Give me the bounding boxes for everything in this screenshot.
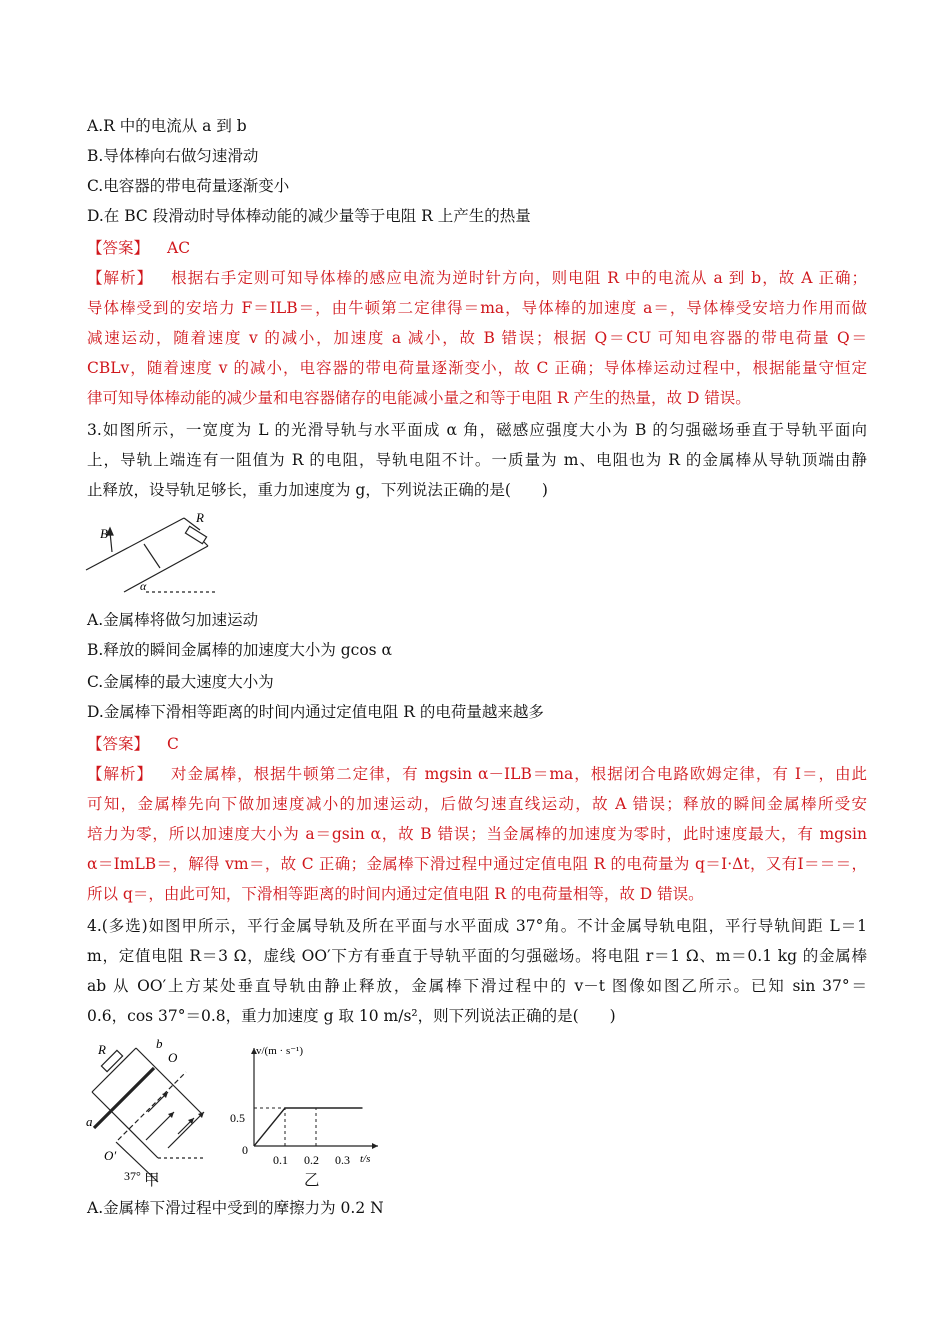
label-r: R — [196, 510, 204, 525]
q2-analysis-line-3: 减速运动，随着速度 v 的减小，加速度 a 减小，故 B 错误；根据 Q＝CU 可知电容器的带电荷量 Q＝ — [87, 329, 867, 347]
q2-option-a: A.R 中的电流从 a 到 b — [87, 117, 247, 135]
q4-caption-yi: 乙 — [304, 1171, 320, 1189]
q3-stem-line-1: 3.如图所示，一宽度为 L 的光滑导轨与水平面成 α 角，磁感应强度大小为 B 的匀强磁场垂直于导轨平面向 — [87, 421, 867, 439]
q3-option-c: C.金属棒的最大速度大小为 — [87, 673, 274, 691]
analysis-text: 对金属棒，根据牛顿第二定律，有 mgsin α－ILB＝ma，根据闭合电路欧姆定律，有 I＝，由此 — [171, 765, 867, 783]
x-axis-label: t/s — [360, 1153, 371, 1165]
label-angle: 37° — [124, 1169, 141, 1183]
label-r: R — [98, 1042, 106, 1057]
y-tick-label: 0.5 — [230, 1111, 245, 1125]
resistor-r — [185, 526, 206, 543]
q4-stem-line-4: 0.6，cos 37°＝0.8，重力加速度 g 取 10 m/s²，则下列说法正确的是( ) — [87, 1007, 616, 1025]
answer-tag: 【答案】 — [87, 239, 150, 257]
label-b: b — [156, 1036, 163, 1051]
q3-option-b: B.释放的瞬间金属棒的加速度大小为 gcos α — [87, 641, 393, 659]
q2-analysis-line-2: 导体棒受到的安培力 F＝ILB＝，由牛顿第二定律得＝ma，导体棒的加速度 a＝，导体棒受安培力作用而做 — [87, 299, 867, 317]
q2-option-c: C.电容器的带电荷量逐渐变小 — [87, 177, 290, 195]
q2-option-b: B.导体棒向右做匀速滑动 — [87, 147, 259, 165]
q3-stem-line-2: 上，导轨上端连有一阻值为 R 的电阻，导轨电阻不计。一质量为 m、电阻也为 R 的金属棒从导轨顶端由静 — [87, 451, 867, 469]
series-line — [254, 1108, 363, 1146]
q3-answer — [87, 734, 867, 754]
label-b: B — [100, 526, 108, 541]
dashed-oo — [118, 1072, 186, 1140]
q2-option-d: D.在 BC 段滑动时导体棒动能的减少量等于电阻 R 上产生的热量 — [87, 207, 531, 225]
metal-rod — [144, 544, 160, 568]
q4-stem-line-3: ab 从 OO′上方某处垂直导轨由静止释放，金属棒下滑过程中的 v－t 图像如图乙所示。已知 sin 37°＝ — [87, 977, 867, 995]
q4-figure-jia — [84, 1036, 224, 1188]
q2-analysis-line-4: CBLv，随着速度 v 的减小，电容器的带电荷量逐渐变小，故 C 正确；导体棒运动过程中，根据能量守恒定 — [87, 359, 867, 377]
label-o: O — [168, 1050, 178, 1065]
y-axis-label: v/(m · s⁻¹) — [256, 1045, 303, 1057]
x-tick-label-2: 0.2 — [304, 1153, 319, 1167]
q4-caption-jia: 甲 — [144, 1171, 160, 1189]
q3-option-d: D.金属棒下滑相等距离的时间内通过定值电阻 R 的电荷量越来越多 — [87, 703, 544, 721]
x-tick-label-3: 0.3 — [335, 1153, 350, 1167]
analysis-tag: 【解析】 — [87, 269, 154, 287]
label-a: a — [86, 1114, 93, 1129]
q3-option-a: A.金属棒将做匀加速运动 — [87, 611, 259, 629]
rail-left — [92, 1092, 158, 1158]
answer-tag: 【答案】 — [87, 735, 150, 753]
q3-analysis-line-3: 培力为零，所以加速度大小为 a＝gsin α，故 B 错误；当金属棒的加速度为零时，此时速度最大，有 mgsin — [87, 825, 867, 843]
q4-vt-chart — [230, 1040, 386, 1180]
origin-label: 0 — [242, 1143, 248, 1157]
rail-lower — [124, 546, 208, 592]
q4-stem-line-2: m，定值电阻 R＝3 Ω，虚线 OO′下方有垂直于导轨平面的匀强磁场。将电阻 r＝1 Ω、m＝0.1 kg 的金属棒 — [87, 947, 867, 965]
q3-analysis-line-2: 可知，金属棒先向下做加速度减小的加速运动，后做匀速直线运动，故 A 错误；释放的瞬间金属棒所受安 — [87, 795, 867, 813]
rod-ab — [94, 1068, 154, 1128]
q4-stem-line-1: 4.(多选)如图甲所示，平行金属导轨及所在平面与水平面成 37°角。不计金属导轨电阻，平行导轨间距 L＝1 — [87, 917, 867, 935]
answer-value: C — [167, 735, 179, 753]
analysis-tag: 【解析】 — [87, 765, 154, 783]
q3-analysis-line-5: 所以 q＝，由此可知，下滑相等距离的时间内通过定值电阻 R 的电荷量相等，故 D 错误。 — [87, 885, 704, 903]
q2-analysis-line-1 — [87, 268, 867, 288]
label-alpha: α — [140, 579, 147, 593]
q3-incline-figure — [84, 508, 224, 594]
q4-option-a: A.金属棒下滑过程中受到的摩擦力为 0.2 N — [87, 1199, 384, 1217]
q2-analysis-line-5: 律可知导体棒动能的减少量和电容器储存的电能减小量之和等于电阻 R 产生的热量，故 D 错误。 — [87, 389, 751, 407]
analysis-text: 根据右手定则可知导体棒的感应电流为逆时针方向，则电阻 R 中的电流从 a 到 b，故 A 正确； — [171, 269, 867, 287]
answer-value: AC — [167, 239, 191, 257]
q3-analysis-line-4: α＝ImLB＝，解得 vm＝，故 C 正确；金属棒下滑过程中通过定值电阻 R 的电荷量为 q＝I·Δt，又有I＝＝＝， — [87, 855, 867, 873]
q3-stem-line-3: 止释放，设导轨足够长，重力加速度为 g，下列说法正确的是( ) — [87, 481, 548, 499]
q2-answer — [87, 238, 867, 258]
label-o-prime: O′ — [104, 1148, 117, 1163]
q3-analysis-line-1 — [87, 764, 867, 784]
x-tick-label-1: 0.1 — [273, 1153, 288, 1167]
